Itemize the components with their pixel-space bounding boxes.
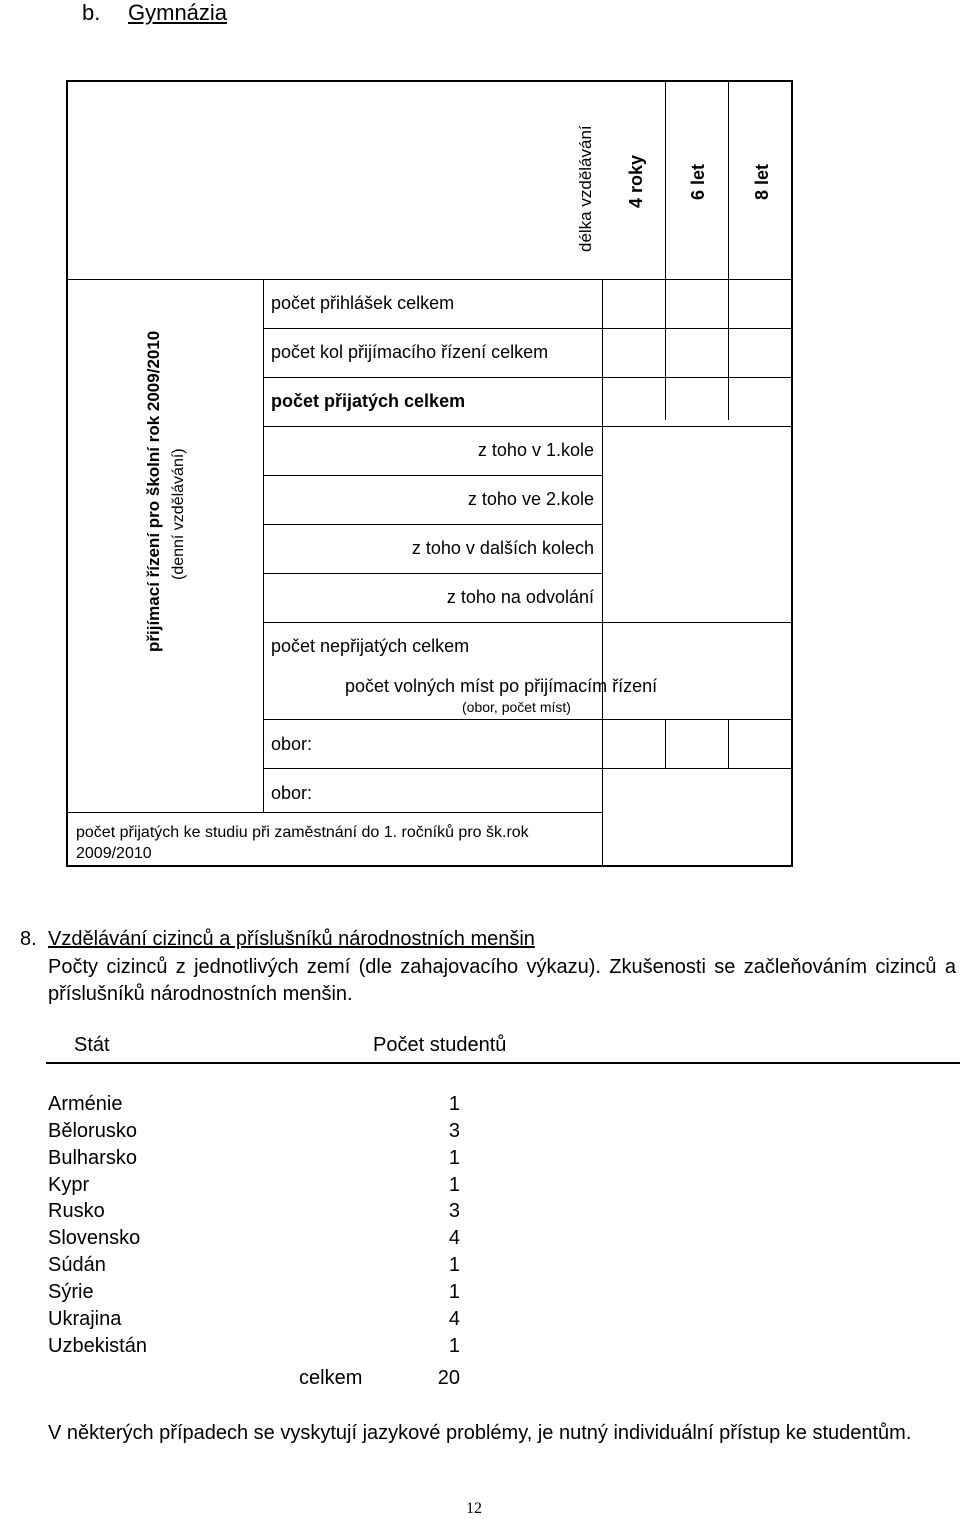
student-count: 4: [448, 1308, 460, 1330]
student-count: 1: [448, 1147, 460, 1169]
col-group-label: délka vzdělávání: [576, 125, 595, 252]
row-accepted: počet přijatých celkem: [271, 391, 466, 411]
student-state: Arménie: [48, 1093, 123, 1115]
section-number: 8.: [20, 928, 37, 950]
student-count: 1: [448, 1174, 460, 1196]
row-free-places-note: (obor, počet míst): [462, 699, 571, 715]
row-employed: počet přijatých ke studiu při zaměstnání do 1. ročníků pro šk.rok 2009/2010: [76, 824, 529, 862]
student-state: Bělorusko: [48, 1120, 137, 1142]
section-title: Gymnázia: [128, 0, 228, 25]
total-value: 20: [437, 1367, 460, 1389]
row-second-round: z toho ve 2.kole: [467, 489, 594, 509]
student-state: Sýrie: [48, 1281, 94, 1303]
student-state: Ukrajina: [48, 1308, 122, 1330]
students-header-rule: [46, 1062, 960, 1064]
row-appeal: z toho na odvolání: [446, 587, 594, 607]
student-count: 3: [448, 1120, 460, 1142]
section-heading: Vzdělávání cizinců a příslušníků národnostních menšin: [48, 928, 535, 950]
total-label: celkem: [299, 1367, 363, 1389]
col-count: Počet studentů: [373, 1034, 507, 1056]
col-state: Stát: [74, 1034, 110, 1056]
student-state: Bulharsko: [48, 1147, 137, 1169]
row-obor-1: obor:: [271, 734, 313, 754]
col-6-let: 6 let: [688, 163, 708, 200]
student-count: 4: [448, 1227, 460, 1249]
closing-text: V některých případech se vyskytují jazykové problémy, je nutný individuální přístup ke studentům.: [48, 1422, 912, 1444]
row-obor-2: obor:: [271, 783, 313, 803]
row-applications: počet přihlášek celkem: [271, 293, 455, 313]
row-not-accepted: počet nepřijatých celkem: [271, 636, 470, 656]
side-title: přijímací řízení pro školní rok 2009/2010: [144, 330, 163, 652]
row-first-round: z toho v 1.kole: [477, 440, 594, 460]
student-count: 1: [448, 1281, 460, 1303]
student-state: Kypr: [48, 1174, 90, 1196]
row-rounds: počet kol přijímacího řízení celkem: [271, 342, 549, 362]
section-letter: b.: [82, 0, 101, 25]
col-8-let: 8 let: [752, 163, 772, 200]
student-count: 1: [448, 1093, 460, 1115]
student-count: 1: [448, 1335, 460, 1357]
student-count: 3: [448, 1200, 460, 1222]
section-text: Počty cizinců z jednotlivých zemí (dle zahajovacího výkazu). Zkušenosti se začleňováním cizinců a příslušníků národnostních menšin.: [48, 956, 956, 1005]
col-4-roky: 4 roky: [626, 154, 646, 208]
student-state: Súdán: [48, 1254, 106, 1276]
side-subtitle: (denní vzdělávání): [170, 448, 187, 580]
row-free-places: počet volných míst po přijímacím řízení: [345, 676, 658, 696]
student-state: Rusko: [48, 1200, 105, 1222]
student-count: 1: [448, 1254, 460, 1276]
student-state: Uzbekistán: [48, 1335, 147, 1357]
student-state: Slovensko: [48, 1227, 141, 1249]
row-further-rounds: z toho v dalších kolech: [411, 538, 594, 558]
page-number: 12: [466, 1500, 482, 1517]
